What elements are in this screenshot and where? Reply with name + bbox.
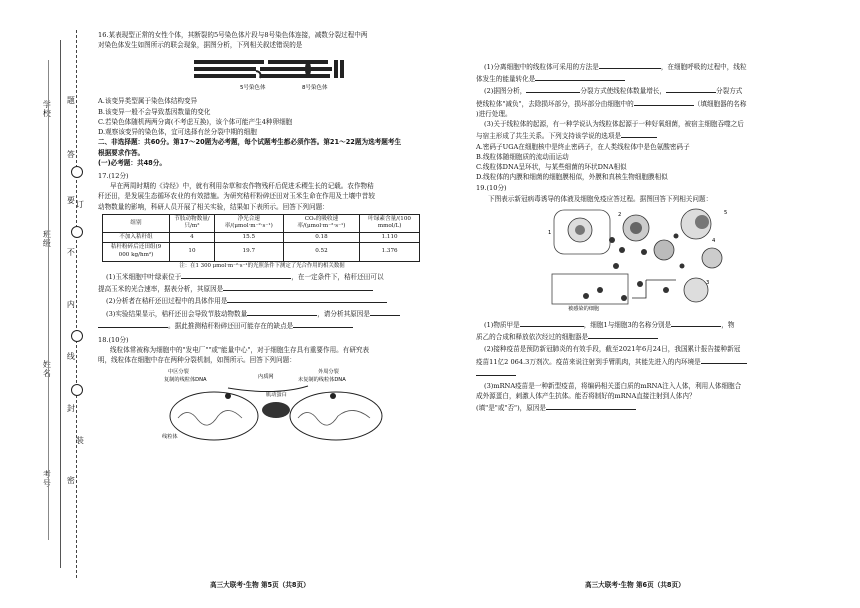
q19-para: 下图表示新冠病毒诱导的体液及细胞免疫应答过程。据图回答下列相关问题： bbox=[488, 194, 713, 203]
binding-label-name: 姓名 bbox=[42, 360, 52, 378]
table-row bbox=[103, 243, 420, 261]
fig-label-er: 内质网 bbox=[258, 373, 274, 380]
table-header: 组别 bbox=[103, 214, 170, 232]
binding-label-class: 班级 bbox=[42, 230, 52, 248]
answer-blank[interactable] bbox=[526, 84, 580, 93]
table-header: CO₂的吸收速率/(μmol·m⁻²·s⁻¹) bbox=[283, 214, 360, 232]
table-cell: 1.110 bbox=[360, 232, 420, 243]
option-c: C.线粒体DNA呈环状，与某些细菌的环状DNA相似 bbox=[476, 162, 627, 171]
answer-blank[interactable] bbox=[223, 282, 373, 291]
binding-ring bbox=[71, 330, 83, 342]
answer-blank[interactable] bbox=[634, 97, 694, 106]
binding-label-exam-no: 考号 bbox=[42, 470, 52, 488]
table-cell: 秸秆粉碎后还田组(9 000 kg/hm²) bbox=[103, 243, 170, 261]
fig-label-chr8: 8号染色体 bbox=[302, 85, 328, 92]
table-cell: 不加入秸秆组 bbox=[103, 232, 170, 243]
fig-label-peripheral-division: 外周分裂 bbox=[318, 368, 339, 375]
option-b: B.线粒体随细胞质的流动而运动 bbox=[476, 152, 569, 161]
answer-blank[interactable] bbox=[520, 318, 584, 327]
fig-label-4: 4 bbox=[712, 237, 716, 244]
answer-blank[interactable] bbox=[181, 270, 291, 279]
q18-options bbox=[476, 142, 808, 183]
table-cell: 19.7 bbox=[214, 243, 283, 261]
table-header: 净光合速率/(μmol·m⁻²·s⁻¹) bbox=[214, 214, 283, 232]
table-cell: 4 bbox=[170, 232, 215, 243]
fig-label-3: 3 bbox=[706, 279, 710, 286]
binding-marker: 装 bbox=[75, 436, 85, 445]
table-header-row bbox=[103, 214, 420, 232]
binding-solid-line bbox=[60, 40, 61, 568]
seal-char: 不 bbox=[66, 248, 76, 257]
seal-char: 要 bbox=[66, 196, 76, 205]
q18-continued: (1)分离细胞中的线粒体可采用的方法是 ，在细胞呼吸的过程中，线粒 体发生的能量转化是 (2)据图分析， 分裂方式使线粒体数量增长， 分裂方式 使线粒体"减负"，去除损坏部分，损坏部分由细胞中的 （填细胞器的名称 )进行处理。 (3)关于线粒体的起源，有一种学说认为线粒体起源于一种好氧细菌，被宿主细胞吞噬之后 与宿主形成了共生关系。下列支持该学说的选项是 A.密码子UGA在细胞核中是终止密码子，在人类线粒体中是色氨酸密码子 B.线粒体随细胞质的流动而运动 C.线粒体DNA呈环状，与某些细菌的环状DNA相似 D.线粒体的内膜和细菌的细胞膜相似，外膜和真核生物细胞膜相似 bbox=[476, 60, 808, 182]
seal-char: 内 bbox=[66, 300, 76, 309]
answer-blank[interactable] bbox=[599, 60, 661, 69]
fig-label-replicated-dna: 复制的线粒体DNA bbox=[164, 376, 207, 383]
q17-sub2: (2)分析者在秸秆还田过程中的具体作用是 bbox=[98, 294, 426, 306]
option-b: B.该变异一般不会导致基因数量的变化 bbox=[98, 107, 211, 116]
answer-blank[interactable] bbox=[293, 319, 353, 328]
table-cell: 10 bbox=[170, 243, 215, 261]
option-a: A.密码子UGA在细胞核中是终止密码子，在人类线粒体中是色氨酸密码子 bbox=[476, 142, 690, 151]
table-header: 叶绿素含量/(100 mmol/L) bbox=[360, 214, 420, 232]
table-cell: 15.5 bbox=[214, 232, 283, 243]
binding-ring bbox=[71, 384, 83, 396]
table-cell: 1.376 bbox=[360, 243, 420, 261]
q17-sub3-cont: 。据此推测秸秆粉碎还田可能存在的缺点是 bbox=[98, 319, 426, 331]
answer-blank[interactable] bbox=[535, 72, 625, 81]
q18-para: 线粒体常被称为细胞中的"发电厂""或"能量中心"，对于细胞生存具有重要作用。有研究表 bbox=[110, 346, 370, 355]
answer-blank[interactable] bbox=[546, 401, 636, 410]
seal-char: 密 bbox=[66, 476, 76, 485]
option-d: D.观察该变异的染色体，宜可选择有丝分裂中期的细胞 bbox=[98, 128, 257, 137]
binding-ring bbox=[71, 166, 83, 178]
q18-para: 明，线粒体在细胞中存在两种分裂机制，如图所示。回答下列问题： bbox=[98, 356, 296, 365]
table-note: 注：在1 300 μmol·m⁻²·s⁻¹的光照条件下测定了光合作用的相关数据 bbox=[179, 262, 345, 269]
mitochondria-figure bbox=[158, 366, 398, 442]
q19-head: 19.(10分) bbox=[476, 184, 507, 193]
answer-blank[interactable] bbox=[701, 355, 747, 364]
fig-label-5: 5 bbox=[724, 209, 728, 216]
seal-char: 封 bbox=[66, 404, 76, 413]
seal-char: 题 bbox=[66, 96, 76, 105]
table-cell: 0.18 bbox=[283, 232, 360, 243]
answer-blank[interactable] bbox=[666, 84, 716, 93]
answer-blank[interactable] bbox=[247, 307, 317, 316]
fig-label-actin: 肌动蛋白 bbox=[266, 391, 287, 398]
fig-label-2: 2 bbox=[618, 211, 622, 218]
q17-sub3: (3)实验结果显示，秸秆还田会导致节肢动物数量 ，请分析其原因是 bbox=[98, 307, 426, 319]
table-row bbox=[103, 232, 420, 243]
immune-response-figure bbox=[546, 206, 746, 312]
q16-stem: 16.某表现型正常的女性个体，其断裂的5号染色体片段与8号染色体连接，减数分裂过程中两 对染色体发生如图所示的联会现象，据图分析，下列相关叙述错误的是 bbox=[98, 31, 368, 50]
table-header: 节肢动物数量/只/m² bbox=[170, 214, 215, 232]
fig-label-mid-division: 中区分裂 bbox=[168, 368, 189, 375]
section-2-heading: 二、非选择题：共60分。第17～20题为必考题，每个试题考生都必须作答。第21～22题为选考题考生 根据要求作答。 (一)必考题：共48分。 bbox=[98, 138, 402, 167]
binding-ring bbox=[71, 226, 83, 238]
fig-label-infected-cell: 被感染的细胞 bbox=[568, 305, 600, 312]
page-6-footer: 高三大联考·生物 第6页（共8页） bbox=[585, 581, 685, 589]
q17 bbox=[98, 171, 426, 331]
binding-strip bbox=[0, 0, 92, 608]
fig-label-mitochondrion: 线粒体 bbox=[162, 433, 178, 440]
chromosome-figure bbox=[190, 52, 390, 94]
fig-label-unreplicated-dna: 未复制的线粒体DNA bbox=[298, 376, 346, 383]
answer-blank[interactable] bbox=[621, 129, 657, 138]
q17-para: 秆还田，是发展生态循环农业的有效措施。为研究秸秆粉碎还田对玉米生命在作用及土壤中昔较 bbox=[98, 192, 375, 201]
page-5 bbox=[98, 30, 426, 442]
seal-char: 答 bbox=[66, 150, 76, 159]
answer-blank[interactable] bbox=[370, 307, 400, 316]
fill-line bbox=[48, 60, 49, 540]
page-5-footer: 高三大联考·生物 第5页（共8页） bbox=[210, 581, 310, 589]
option-a: A.该变异类型属于染色体结构变异 bbox=[98, 97, 198, 106]
fig-label-1: 1 bbox=[548, 229, 552, 236]
option-c: C.若染色体随机两两分离(不考虑互换)，该个体可能产生4种卵细胞 bbox=[98, 117, 293, 126]
q17-para: 早在两周时期的《诗经》中，就有利用杂草和农作物残秆后促进禾稷生长的记载。农作物秸 bbox=[110, 182, 374, 191]
table-cell: 0.52 bbox=[283, 243, 360, 261]
q18 bbox=[98, 335, 426, 442]
page-6 bbox=[476, 60, 808, 414]
q17-sub1: (1)玉米细胞中叶绿素位于 ，在一定条件下，秸秆还田可以 bbox=[98, 270, 426, 282]
q16-options bbox=[98, 96, 426, 137]
answer-blank[interactable] bbox=[98, 319, 168, 328]
answer-blank[interactable] bbox=[588, 330, 658, 339]
option-d: D.线粒体的内膜和细菌的细胞膜相似，外膜和真核生物细胞膜相似 bbox=[476, 173, 668, 182]
answer-blank[interactable] bbox=[227, 294, 387, 303]
q17-data-table bbox=[102, 214, 420, 262]
answer-blank[interactable] bbox=[476, 367, 516, 376]
binding-marker: 订 bbox=[75, 200, 85, 209]
q19: 19.(10分) 下图表示新冠病毒诱导的体液及细胞免疫应答过程。据图回答下列相关问题： 1 2 3 4 5 被感染的细胞 (1)物质甲是 ，细胞1与细胞3的名称分别是 ，物 质乙的合成和释放依次经过的细胞器是 (2)接种疫苗是预防新冠肺炎的有效手段，截至2021年6月24日，我国累计报告接种新冠 疫苗11亿2 064.3万剂次。疫苗来说注射到手臂肌肉，其能先进入的内环境是 (3)mRNA疫苗是一种新型疫苗，将编码相关蛋白质的mRNA注入人体，利用人体细胞合 成外源蛋白，刺激人体产生抗体。能否将制好的mRNA直接注射到人体内？ (填"是"或"否")，原因是 bbox=[476, 183, 808, 413]
answer-blank[interactable] bbox=[671, 318, 721, 327]
q17-head: 17.(12分) bbox=[98, 171, 129, 180]
seal-char: 线 bbox=[66, 352, 76, 361]
q18-head: 18.(10分) bbox=[98, 336, 129, 345]
q17-sub1-cont: 提高玉米的光合速率，据表分析，其原因是 bbox=[98, 282, 426, 294]
q17-para: 动物数量的影响，科研人员开展了相关实验，结果如下表所示。回答下列问题： bbox=[98, 202, 329, 211]
binding-label-school: 学校 bbox=[42, 100, 52, 118]
fig-label-chr5: 5号染色体 bbox=[240, 85, 266, 92]
